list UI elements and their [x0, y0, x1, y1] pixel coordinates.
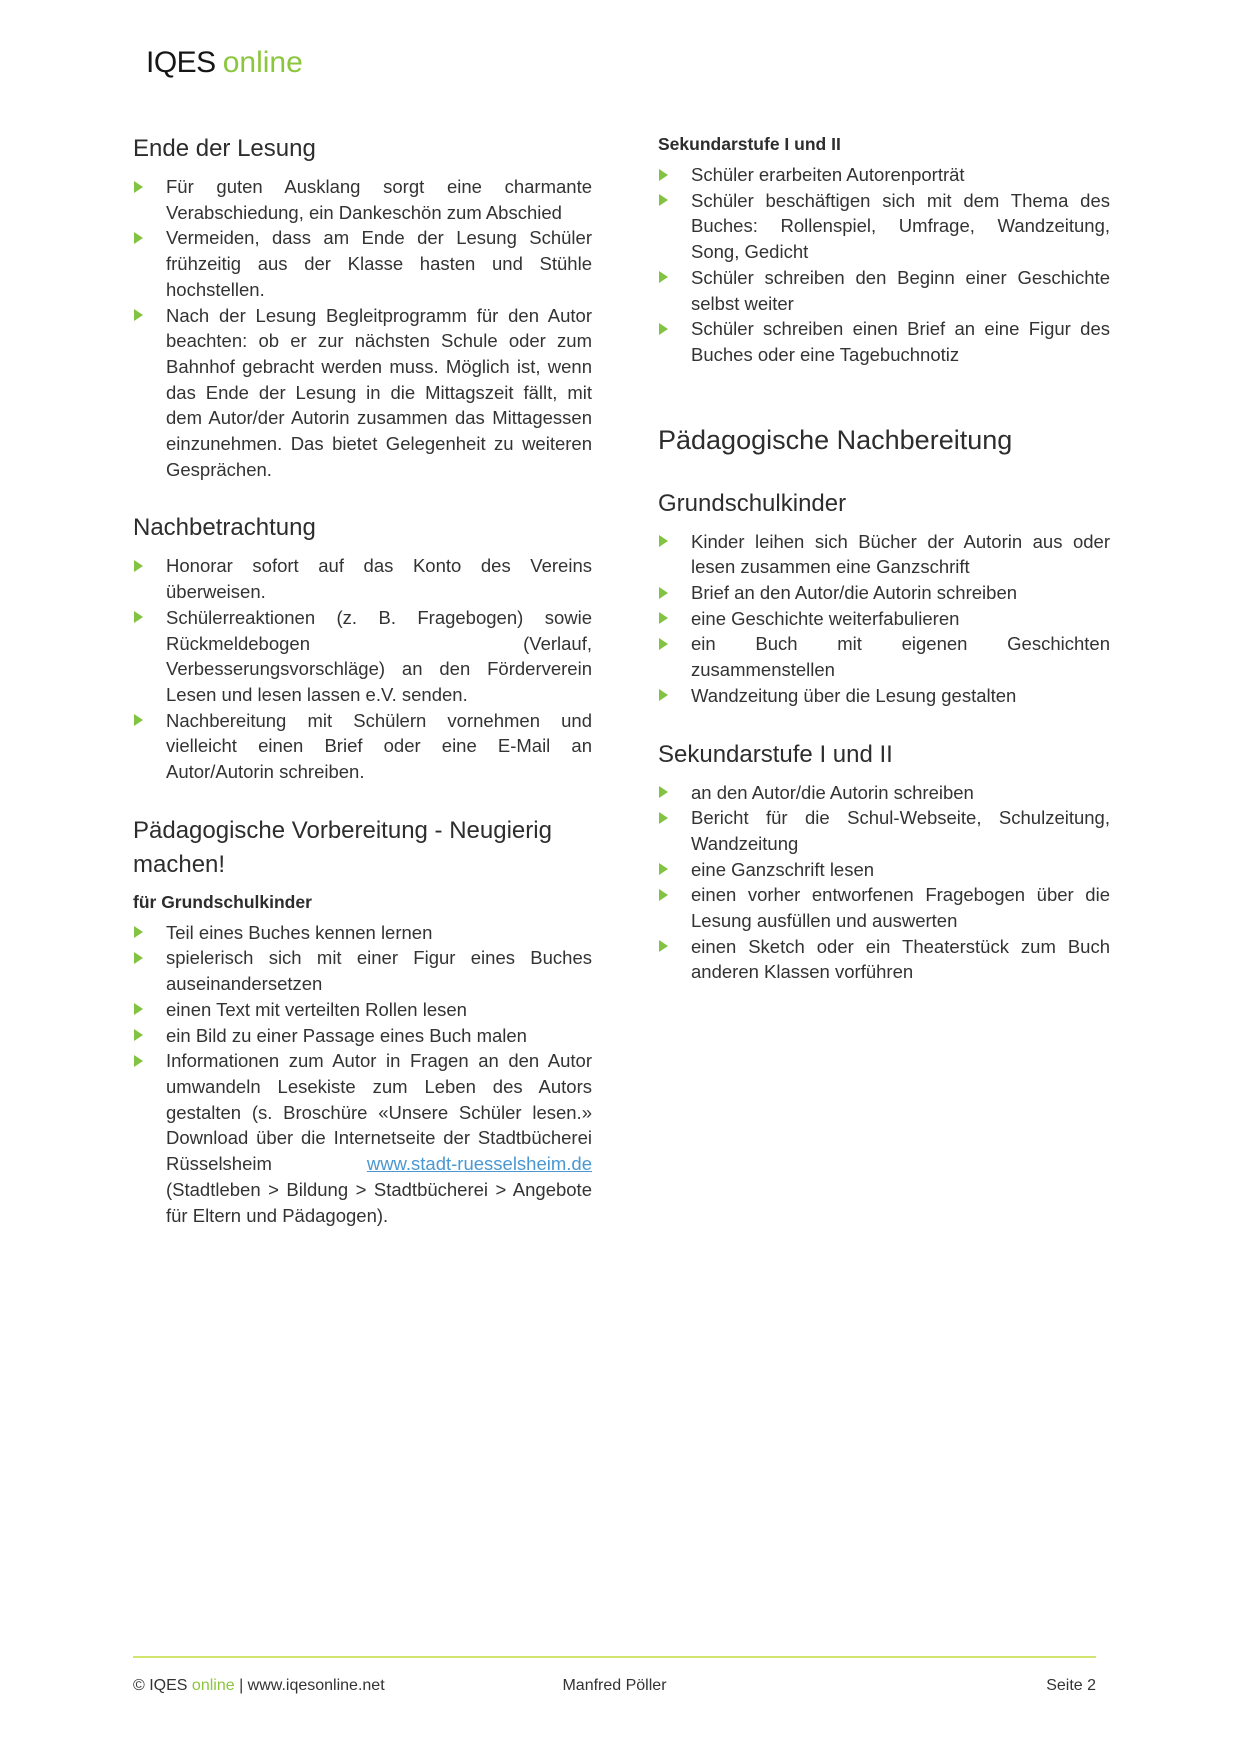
bullet-triangle-icon: [659, 194, 668, 206]
bullet-triangle-icon: [659, 169, 668, 181]
footer-row: [133, 1676, 1096, 1696]
bullet-triangle-icon: [659, 638, 668, 650]
bullet-text: einen Sketch oder ein Theaterstück zum Buch anderen Klassen vorführen: [691, 935, 1110, 983]
nachbetrachtung-heading: Nachbetrachtung: [133, 514, 316, 542]
ende-der-lesung-heading: Ende der Lesung: [133, 135, 316, 162]
bullet-text: Schüler schreiben den Beginn einer Geschichte selbst weiter: [691, 266, 1110, 314]
bullet-text: Schüler schreiben einen Brief an eine Figur des Buches oder eine Tagebuchnotiz: [691, 318, 1110, 365]
bullet-text: ein Bild zu einer Passage eines Buch malen: [166, 1024, 527, 1046]
bullet-item: [133, 225, 592, 302]
bullet-triangle-icon: [659, 812, 668, 824]
bullet-text: Bericht für die Schul-Webseite, Schulzeitung, Wandzeitung: [691, 807, 1110, 854]
fuer-grundschulkinder-bullet-list: [133, 920, 592, 1228]
bullet-item: [133, 1023, 592, 1049]
page-footer: [133, 1656, 1096, 1696]
sekundarstufe-1-und-2-vorbereitung-section: [658, 132, 1110, 368]
iqes-online-logo: [146, 46, 303, 80]
footer-divider-line: [133, 1656, 1096, 1658]
fuer-grundschulkinder-section: [133, 890, 592, 1228]
bullet-text: Kinder leihen sich Bücher der Autorin aus oder lesen zusammen eine Ganzschrift: [691, 530, 1110, 578]
bullet-text: spielerisch sich mit einer Figur eines Buches auseinandersetzen: [166, 947, 592, 995]
document-body: [133, 132, 1110, 1228]
paedagogische-vorbereitung-section: [133, 814, 592, 882]
bullet-text: Brief an den Autor/die Autorin schreiben: [691, 582, 1018, 604]
bullet-text: Vermeiden, dass am Ende der Lesung Schüler frühzeitig aus der Klasse hasten und Stühle hochstellen.: [166, 227, 592, 300]
bullet-text: ein Buch mit eigenen Geschichten zusammenstellen: [691, 633, 1110, 681]
paedagogische-nachbereitung-section: [658, 422, 1110, 458]
bullet-text: Nach der Lesung Begleitprogramm für den Autor beachten: ob er zur nächsten Schule oder zum Bahnhof gebracht werden muss. Möglich ist, wenn das Ende der Lesung in die Mittagszeit fällt, mit dem Autor/der Autorin zusammen das Mittagessen einzunehmen. Das bietet Gelegenheit zu weiteren Gesprächen.: [166, 304, 592, 480]
bullet-item: [658, 265, 1110, 316]
left-column: [133, 132, 592, 1228]
stadt-ruesselsheim-link[interactable]: www.stadt-ruesselsheim.de: [366, 1153, 592, 1175]
ende-der-lesung-bullet-list: [133, 174, 592, 482]
bullet-text: Informationen zum Autor in Fragen an den Autor umwandeln Lesekiste zum Leben des Autors gestalten (s. Broschüre «Unsere Schüler lesen.» Download über die Internetseite der Stadtbücherei Rüsselsheim www.stadt-ruesselsheim.de (Stadtleben > Bildung > Stadtbücherei > Angebote für Eltern und Pädagogen).: [166, 1050, 592, 1226]
bullet-triangle-icon: [134, 560, 143, 572]
bullet-item: [658, 934, 1110, 985]
sekundarstufe-1-und-2-vorbereitung-heading: Sekundarstufe I und II: [658, 134, 841, 154]
bullet-text: einen Text mit verteilten Rollen lesen: [166, 998, 467, 1020]
bullet-text: Schülerreaktionen (z. B. Fragebogen) sowie Rückmeldebogen (Verlauf, Verbesserungsvorschläge) an den Förderverein Lesen und lesen lassen e.V. senden.: [166, 606, 592, 705]
sekundarstufe-1-und-2-vorbereitung-bullet-list: [658, 162, 1110, 368]
bullet-item: [658, 162, 1110, 188]
bullet-triangle-icon: [659, 271, 668, 283]
footer-page-number: Seite 2: [1046, 1677, 1096, 1694]
bullet-text: Schüler erarbeiten Autorenporträt: [691, 164, 965, 185]
bullet-item: [133, 303, 592, 483]
bullet-triangle-icon: [134, 232, 143, 244]
bullet-text: eine Ganzschrift lesen: [691, 858, 875, 880]
bullet-triangle-icon: [134, 181, 143, 193]
sekundarstufe-1-und-2-nachbereitung-section: [658, 738, 1110, 986]
bullet-triangle-icon: [659, 889, 668, 901]
bullet-item: [658, 316, 1110, 367]
bullet-text: Schüler beschäftigen sich mit dem Thema des Buches: Rollenspiel, Umfrage, Wandzeitung, Song, Gedicht: [691, 189, 1110, 263]
bullet-text: Honorar sofort auf das Konto des Vereins überweisen.: [166, 555, 592, 603]
bullet-triangle-icon: [659, 863, 668, 875]
ende-der-lesung-section: [133, 132, 592, 482]
bullet-item: [658, 631, 1110, 682]
grundschulkinder-bullet-list: [658, 529, 1110, 709]
bullet-item: [658, 805, 1110, 856]
bullet-triangle-icon: [659, 587, 668, 599]
bullet-item: [133, 553, 592, 604]
bullet-triangle-icon: [659, 940, 668, 952]
bullet-text: eine Geschichte weiterfabulieren: [691, 607, 960, 629]
grundschulkinder-heading: Grundschulkinder: [658, 489, 847, 517]
bullet-triangle-icon: [134, 1003, 143, 1015]
bullet-item: [133, 605, 592, 708]
bullet-triangle-icon: [134, 1029, 143, 1041]
bullet-text: Nachbereitung mit Schülern vornehmen und vielleicht einen Brief oder eine E-Mail an Autor/Autorin schreiben.: [166, 709, 592, 783]
right-column: [658, 132, 1110, 985]
bullet-item: [133, 920, 592, 946]
bullet-item: [658, 188, 1110, 265]
bullet-triangle-icon: [659, 786, 668, 798]
bullet-triangle-icon: [134, 952, 143, 964]
bullet-text: Wandzeitung über die Lesung gestalten: [691, 684, 1017, 706]
bullet-triangle-icon: [659, 612, 668, 624]
bullet-text: Für guten Ausklang sorgt eine charmante Verabschiedung, ein Dankeschön zum Abschied: [166, 176, 592, 223]
bullet-item: [658, 857, 1110, 883]
bullet-triangle-icon: [134, 611, 143, 623]
bullet-item: [133, 174, 592, 225]
nachbetrachtung-bullet-list: [133, 553, 592, 784]
bullet-item: [658, 580, 1110, 606]
bullet-triangle-icon: [659, 535, 668, 547]
bullet-item: [133, 945, 592, 996]
bullet-item: [658, 683, 1110, 709]
bullet-text: Teil eines Buches kennen lernen: [166, 921, 433, 943]
sekundarstufe-1-und-2-nachbereitung-bullet-list: [658, 780, 1110, 986]
fuer-grundschulkinder-heading: für Grundschulkinder: [133, 891, 312, 912]
bullet-triangle-icon: [134, 1055, 143, 1067]
paedagogische-nachbereitung-heading: Pädagogische Nachbereitung: [658, 424, 1013, 455]
bullet-item: [658, 780, 1110, 806]
footer-author: Manfred Pöller: [562, 1677, 667, 1694]
sekundarstufe-1-und-2-nachbereitung-heading: Sekundarstufe I und II: [658, 740, 893, 768]
bullet-triangle-icon: [134, 926, 143, 938]
bullet-item: [133, 1048, 592, 1228]
footer-copyright-prefix: © IQES: [133, 1677, 192, 1694]
paedagogische-vorbereitung-heading: Pädagogische Vorbereitung - Neugierig machen!: [133, 816, 552, 878]
nachbetrachtung-section: [133, 511, 592, 784]
bullet-triangle-icon: [134, 714, 143, 726]
logo-online-text: online: [222, 46, 303, 79]
footer-copyright-online: online: [191, 1677, 235, 1694]
logo-iqes-text: IQES: [146, 46, 216, 79]
bullet-text: einen vorher entworfenen Fragebogen über die Lesung ausfüllen und auswerten: [691, 884, 1110, 932]
bullet-triangle-icon: [659, 689, 668, 701]
bullet-triangle-icon: [134, 309, 143, 321]
bullet-item: [133, 708, 592, 785]
bullet-item: [658, 529, 1110, 580]
grundschulkinder-section: [658, 487, 1110, 709]
bullet-text: an den Autor/die Autorin schreiben: [691, 781, 974, 803]
bullet-item: [658, 606, 1110, 632]
bullet-item: [133, 997, 592, 1023]
bullet-item: [658, 882, 1110, 933]
bullet-triangle-icon: [659, 323, 668, 335]
footer-copyright-suffix: | www.iqesonline.net: [234, 1677, 385, 1694]
